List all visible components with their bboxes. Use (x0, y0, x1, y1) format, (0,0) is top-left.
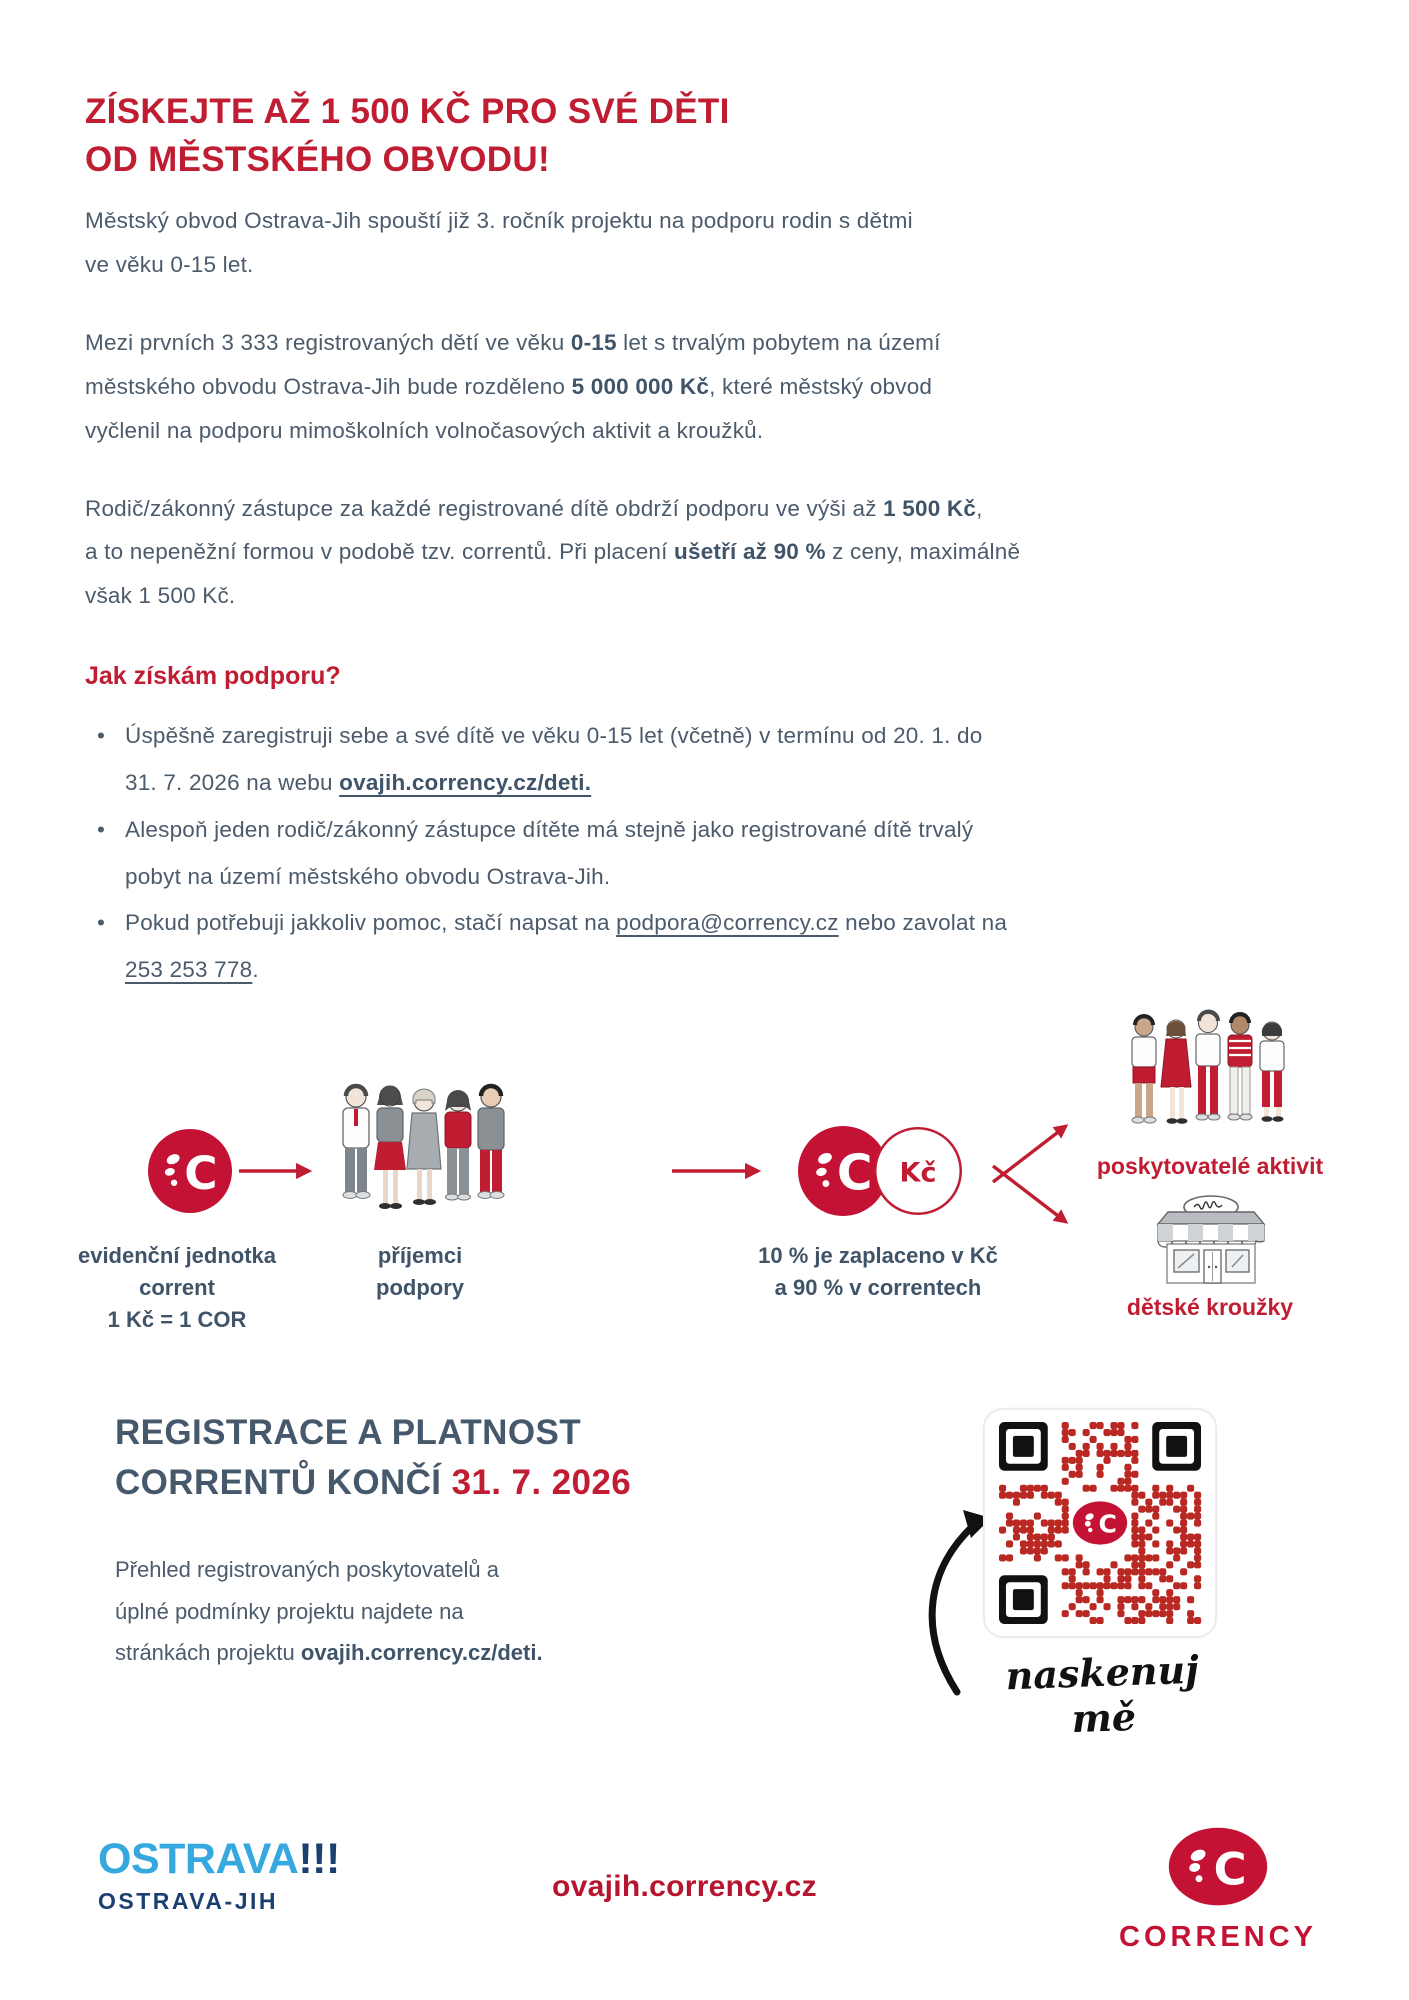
qr-center-logo (1071, 1496, 1128, 1550)
paragraph-text: Přehled registrovaných poskytovatelů a (115, 1557, 499, 1583)
ostrava-wordmark (98, 1835, 340, 1883)
intro-paragraph-2 (85, 321, 1324, 453)
branch-top-label: poskytovatelé aktivit (1096, 1152, 1324, 1179)
section-heading-how-to: Jak získám podporu? (85, 662, 341, 691)
how-to-list (85, 713, 1324, 994)
registration-section (85, 1408, 1324, 1743)
step3-label-line2: a 90 % v correntech (774, 1274, 982, 1300)
step2-label (340, 1240, 500, 1304)
list-item (85, 900, 1324, 994)
footer (0, 1826, 1409, 1976)
arrow-right-icon (237, 1158, 321, 1184)
qr-code-icon (997, 1422, 1203, 1624)
list-item-text: . (252, 957, 259, 983)
branch-arrows-icon (990, 1108, 1080, 1244)
ostrava-logo (98, 1835, 340, 1914)
ostrava-text: OSTRAVA (98, 1835, 299, 1883)
list-item-text: Pokud potřebuji jakkoliv pomoc, stačí napsat na (125, 910, 617, 936)
kc-coin-icon (873, 1126, 963, 1216)
support-email-link[interactable]: podpora@corrency.cz (616, 910, 839, 936)
paragraph-text: let s trvalým pobytem na území (616, 329, 941, 355)
headline-line2: OD MĚSTSKÉHO OBVODU! (85, 139, 550, 179)
intro-paragraph-1 (85, 199, 1324, 287)
paragraph-text: městského obvodu Ostrava-Jih bude rozděleno (85, 373, 572, 399)
paragraph-text: , (976, 495, 983, 521)
corrency-logo-icon (148, 1129, 232, 1213)
list-item (85, 713, 1324, 807)
project-url-bold: ovajih.corrency.cz/deti. (300, 1640, 543, 1666)
logo-letter: C (184, 1146, 218, 1200)
savings-bold: ušetří až 90 % (674, 539, 826, 565)
list-item-text: 31. 7. 2026 na webu (125, 769, 340, 795)
paragraph-text: vyčlenil na podporu mimoškolních volnočasových aktivit a kroužků. (85, 417, 764, 443)
list-item-text: Alespoň jeden rodič/zákonný zástupce dítěte má stejně jako registrované dítě trvalý (125, 816, 974, 842)
list-item-text: Úspěšně zaregistruji sebe a své dítě ve věku 0-15 let (včetně) v termínu od 20. 1. do (125, 723, 983, 749)
step1-label-line2: 1 Kč = 1 COR (107, 1306, 247, 1332)
corrency-wordmark: CORRENCY (1119, 1921, 1317, 1953)
list-item-text: pobyt na území městského obvodu Ostrava-Jih. (125, 863, 611, 889)
ostrava-jih-label: OSTRAVA-JIH (98, 1888, 278, 1914)
list-item (85, 807, 1324, 901)
registration-url-link[interactable]: ovajih.corrency.cz/deti. (339, 769, 592, 795)
list-item-text: nebo zavolat na (838, 910, 1008, 936)
intro-paragraph-3 (85, 487, 1324, 619)
logo-letter: C (1098, 1509, 1117, 1539)
kids-club-shop-illustration (1148, 1194, 1274, 1286)
paragraph-text: Mezi prvních 3 333 registrovaných dětí ve věku (85, 329, 571, 355)
support-amount-bold: 1 500 Kč (883, 495, 977, 521)
age-range-bold: 0-15 (570, 329, 617, 355)
paragraph-text: Rodič/zákonný zástupce za každé registrované dítě obdrží podporu ve výši až (85, 495, 884, 521)
corrency-mark-icon (1166, 1826, 1270, 1908)
support-phone-link[interactable]: 253 253 778 (125, 957, 253, 983)
paragraph-text: však 1 500 Kč. (85, 583, 236, 609)
step3-label-line1: 10 % je zaplaceno v Kč (758, 1242, 998, 1268)
step2-label-line1: příjemci (377, 1242, 463, 1268)
scan-me-caption: naskenuj mě (1004, 1646, 1200, 1742)
total-amount-bold: 5 000 000 Kč (571, 373, 710, 399)
step3-label (728, 1240, 1028, 1304)
paragraph-text: stránkách projektu (115, 1640, 301, 1666)
registration-heading-line2: CORRENTŮ KONČÍ (115, 1462, 452, 1502)
logo-letter: C (1213, 1842, 1247, 1896)
corrency-logo (1093, 1826, 1343, 1954)
ostrava-exclamations: !!! (298, 1835, 340, 1883)
paragraph-text: z ceny, maximálně (825, 539, 1021, 565)
registration-paragraph (115, 1549, 595, 1673)
step1-label (52, 1240, 302, 1336)
paragraph-text: Městský obvod Ostrava-Jih spouští již 3. ročník projektu na podporu rodin s dětmi (85, 208, 913, 234)
registration-heading-line1: REGISTRACE A PLATNOST (115, 1412, 581, 1452)
registration-text-block (115, 1408, 715, 1673)
registration-heading (115, 1408, 715, 1507)
coin-currency-label: Kč (899, 1157, 937, 1189)
footer-url: ovajih.corrency.cz (552, 1870, 817, 1903)
paragraph-text: a to nepeněžní formou v podobě tzv. correntů. Při placení (85, 539, 675, 565)
arrow-right-icon (670, 1158, 770, 1184)
recipients-illustration (337, 1078, 509, 1228)
deadline-date: 31. 7. 2026 (451, 1462, 632, 1502)
activity-providers-illustration (1127, 1008, 1295, 1140)
paragraph-text: , které městský obvod (709, 373, 933, 399)
branch-bottom-label: dětské kroužky (1126, 1293, 1294, 1320)
qr-code (983, 1408, 1217, 1638)
paragraph-text: ve věku 0-15 let. (85, 252, 254, 278)
paragraph-text: úplné podmínky projektu najdete na (115, 1598, 464, 1624)
headline (85, 88, 1324, 183)
step2-label-line2: podpory (376, 1274, 464, 1300)
step1-label-line1: evidenční jednotka corrent (77, 1242, 277, 1300)
process-diagram (77, 1008, 1324, 1332)
headline-line1: ZÍSKEJTE AŽ 1 500 KČ PRO SVÉ DĚTI (85, 92, 730, 131)
logo-letter: C (836, 1145, 873, 1202)
